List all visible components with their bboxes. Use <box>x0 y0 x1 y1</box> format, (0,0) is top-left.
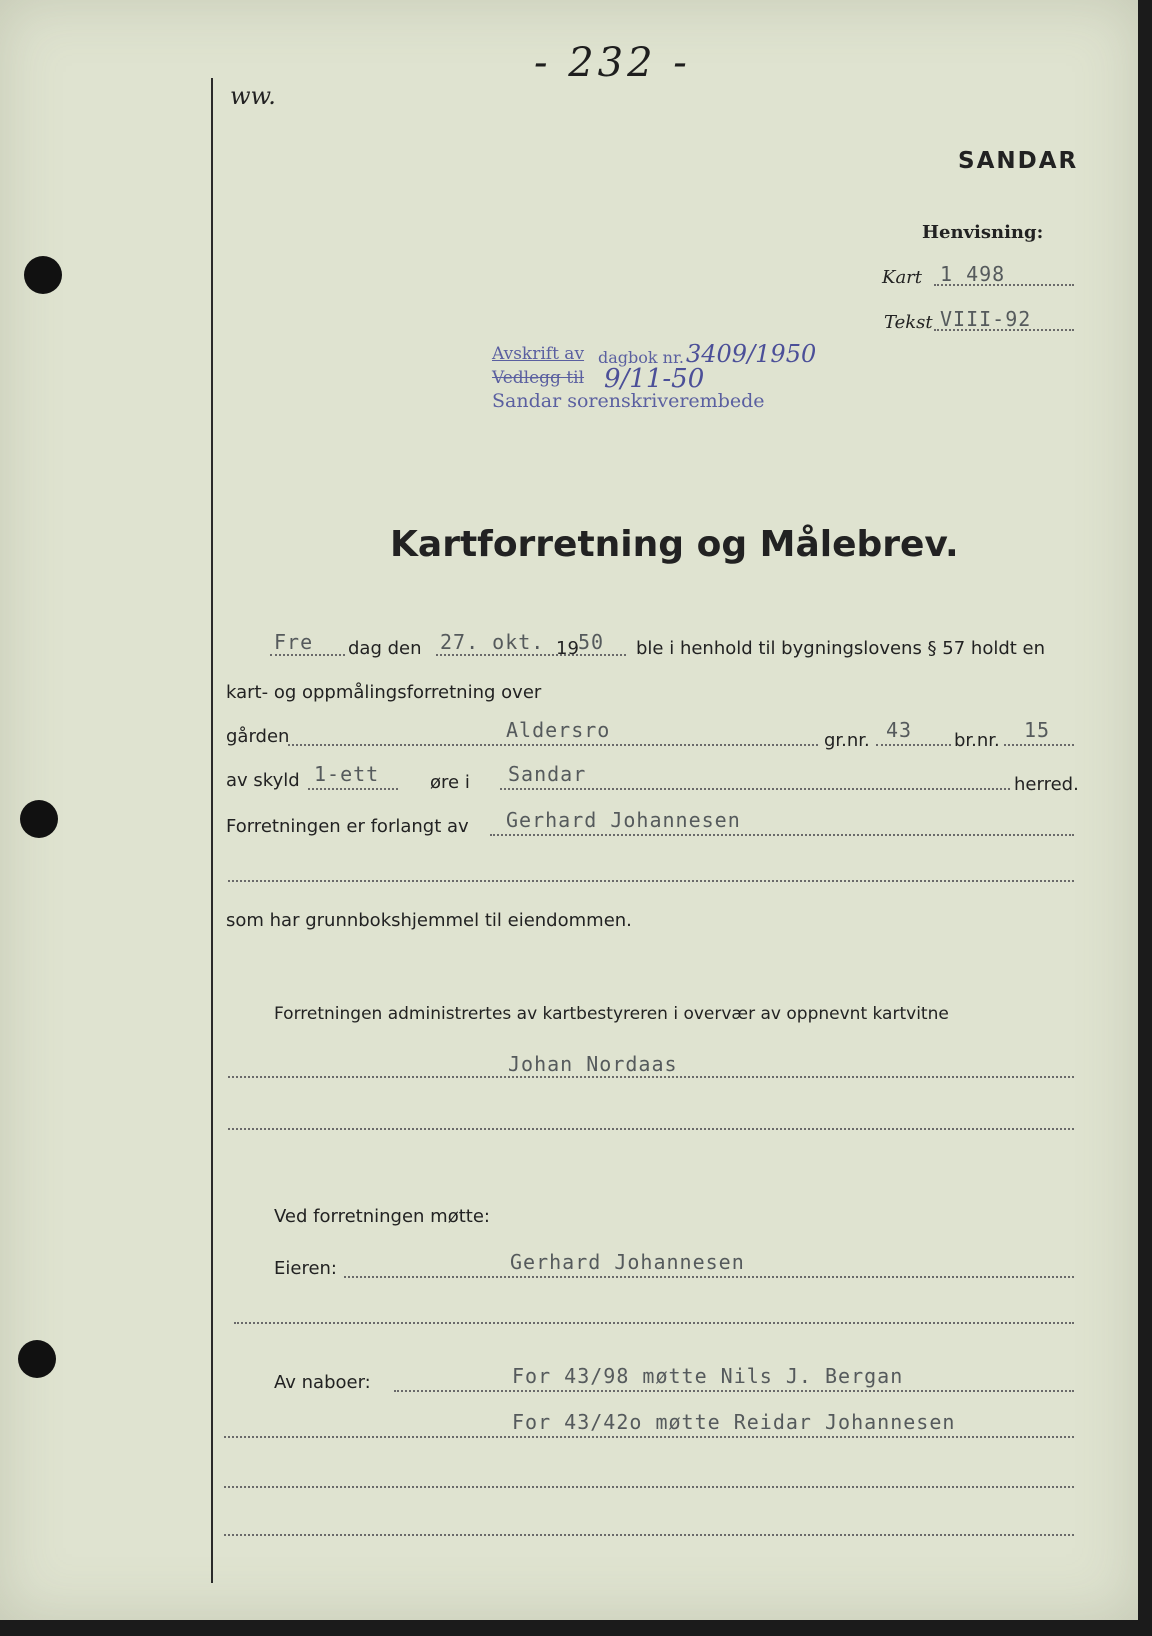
herred-label: herred. <box>1014 774 1079 795</box>
stamp-vedlegg-label: Vedlegg til <box>492 368 585 388</box>
intro-weekday: Fre <box>274 630 314 654</box>
farm-name: Aldersro <box>506 718 611 742</box>
punch-hole-top <box>24 256 62 294</box>
tekst-value: VIII-92 <box>940 307 1032 331</box>
owner-fill-line <box>344 1276 1074 1278</box>
stamp-office: Sandar sorenskriverembede <box>492 390 765 412</box>
punch-hole-bottom <box>18 1340 56 1378</box>
ore-label: øre i <box>430 772 470 793</box>
initials-mark: ww. <box>230 82 276 110</box>
neighbor-fill-line-4 <box>224 1534 1074 1536</box>
grnr-fill-line <box>876 744 951 746</box>
grnr-value: 43 <box>886 718 913 742</box>
intro-dag-den: dag den <box>348 638 422 659</box>
skyld-label: av skyld <box>226 770 300 791</box>
skyld-fill-line <box>308 788 398 790</box>
stamp-dagbok-number: 3409/1950 <box>686 340 817 368</box>
owner-name: Gerhard Johannesen <box>510 1250 745 1274</box>
page-number: - 232 - <box>534 40 691 86</box>
municipality-value: Sandar <box>508 762 587 786</box>
administered-text: Forretningen administrertes av kartbestyreren i overvær av oppnevnt kartvitne <box>274 1004 949 1024</box>
line-hjemmel: som har grunnbokshjemmel til eiendommen. <box>226 910 632 931</box>
kart-label: Kart <box>882 267 923 288</box>
skyld-value: 1-ett <box>314 762 380 786</box>
farm-label: gården <box>226 726 290 747</box>
requested-label: Forretningen er forlangt av <box>226 816 469 837</box>
witness-name: Johan Nordaas <box>508 1052 678 1076</box>
neighbor-fill-line-2 <box>224 1436 1074 1438</box>
requested-extra-line <box>228 880 1074 882</box>
intro-rest: ble i henhold til bygningslovens § 57 holdt en <box>636 638 1046 659</box>
requested-fill-line <box>490 834 1074 836</box>
intro-date: 27. okt. <box>440 630 545 654</box>
owner-extra-line <box>234 1322 1074 1324</box>
farm-fill-line <box>288 744 818 746</box>
stamp-dagbok-label: dagbok nr. <box>598 348 684 367</box>
municipality-fill-line <box>500 788 1010 790</box>
kart-value: 1 498 <box>940 262 1006 286</box>
date-fill-line <box>436 654 626 656</box>
district-name: SANDAR <box>958 148 1079 174</box>
neighbor-fill-line-1 <box>394 1390 1074 1392</box>
requested-name: Gerhard Johannesen <box>506 808 741 832</box>
attended-heading: Ved forretningen møtte: <box>274 1206 490 1227</box>
witness-extra-line <box>228 1128 1074 1130</box>
stamp-date: 9/11-50 <box>604 364 705 394</box>
brnr-value: 15 <box>1024 718 1051 742</box>
stamp-avskrift-label: Avskrift av <box>492 344 585 364</box>
document-title: Kartforretning og Målebrev. <box>390 524 959 565</box>
neighbor-fill-line-3 <box>224 1486 1074 1488</box>
punch-hole-middle <box>20 800 58 838</box>
owner-label: Eieren: <box>274 1258 337 1279</box>
intro-year-prefix: 19 <box>556 638 579 659</box>
grnr-label: gr.nr. <box>824 730 870 751</box>
neighbors-label: Av naboer: <box>274 1372 371 1393</box>
line-kart: kart- og oppmålingsforretning over <box>226 682 542 703</box>
brnr-label: br.nr. <box>954 730 1000 751</box>
weekday-fill-line <box>270 654 345 656</box>
neighbor-line-1: For 43/98 møtte Nils J. Bergan <box>512 1364 904 1388</box>
margin-rule <box>211 78 213 1583</box>
intro-year-suffix: 50 <box>578 630 605 654</box>
reference-heading: Henvisning: <box>922 222 1044 243</box>
witness-fill-line <box>228 1076 1074 1078</box>
neighbor-line-2: For 43/42o møtte Reidar Johannesen <box>512 1410 956 1434</box>
tekst-label: Tekst <box>884 312 933 333</box>
brnr-fill-line <box>1004 744 1074 746</box>
